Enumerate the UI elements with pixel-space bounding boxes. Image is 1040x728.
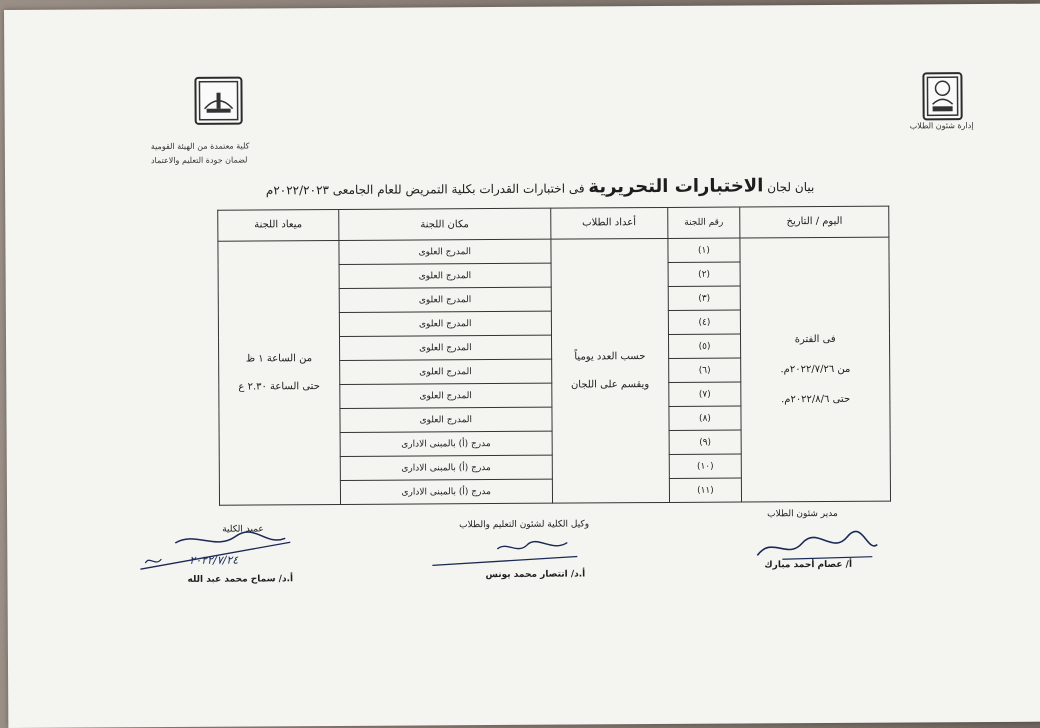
committee-number: (٧) xyxy=(668,382,741,406)
committee-place: مدرج (أ) بالمبنى الادارى xyxy=(340,479,552,504)
committee-place: مدرج (أ) بالمبنى الادارى xyxy=(340,455,552,480)
committee-place: المدرج العلوى xyxy=(339,311,551,336)
title-part-1: بيان لجان xyxy=(767,180,815,195)
committee-number: (٥) xyxy=(668,334,741,358)
students-count-cell xyxy=(551,238,669,503)
students-affairs-label: إدارة شئون الطلاب xyxy=(909,121,974,131)
header-time: ميعاد اللجنة xyxy=(218,209,339,241)
committee-number: (٩) xyxy=(669,430,742,454)
dean-signature-date: ٢٠٢٢/٧/٢٤ xyxy=(189,553,239,567)
time-line2: حتى الساعة ٢.٣٠ ع xyxy=(238,380,320,393)
committee-place: المدرج العلوى xyxy=(339,287,551,312)
dean-signature xyxy=(135,526,295,575)
committee-number: (٢) xyxy=(668,262,741,286)
table-header-row xyxy=(218,206,889,241)
dean-name: أ.د/ سماح محمد عبد الله xyxy=(187,574,294,585)
committee-number: (١٠) xyxy=(669,454,742,478)
accreditation-line-1: كلية معتمدة من الهيئة القومية xyxy=(150,141,250,152)
committee-place: المدرج العلوى xyxy=(339,263,551,288)
date-range-cell xyxy=(740,237,890,502)
committee-number: (٦) xyxy=(668,358,741,382)
students-affairs-manager-title: مدير شئون الطلاب xyxy=(767,508,838,520)
manager-signature xyxy=(752,525,882,566)
table-row xyxy=(218,237,889,265)
committee-place: مدرج (أ) بالمبنى الادارى xyxy=(340,431,552,456)
committee-number: (٨) xyxy=(669,406,742,430)
vice-dean-name: أ.د/ انتصار محمد يونس xyxy=(485,569,586,581)
header-committee-no: رقم اللجنة xyxy=(667,207,740,238)
document-title xyxy=(235,175,845,200)
students-count-line1: حسب العدد يومياً xyxy=(574,350,646,363)
header-place: مكان اللجنة xyxy=(338,208,550,240)
university-logo xyxy=(922,72,962,120)
university-emblem-icon xyxy=(924,74,960,118)
time-cell xyxy=(218,240,340,505)
committee-place: المدرج العلوى xyxy=(339,335,551,360)
committee-number: (١١) xyxy=(669,478,742,502)
dean-title: عميد الكلية xyxy=(222,524,264,535)
faculty-emblem-icon xyxy=(196,79,240,123)
students-affairs-manager-name: أ/ عصام أحمد مبارك xyxy=(764,559,853,571)
committee-place: المدرج العلوى xyxy=(340,407,552,432)
committee-place: المدرج العلوى xyxy=(339,239,551,264)
header-date: اليوم / التاريخ xyxy=(740,206,889,238)
vice-dean-title: وكيل الكلية لشئون التعليم والطلاب xyxy=(459,519,590,531)
committee-number: (١) xyxy=(667,238,740,262)
committee-place: المدرج العلوى xyxy=(339,359,551,384)
date-range-line3: حتى ٢٠٢٢/٨/٦م. xyxy=(781,393,851,405)
committee-place: المدرج العلوى xyxy=(339,383,551,408)
date-range-line2: من ٢٠٢٢/٧/٢٦م. xyxy=(780,363,851,375)
accreditation-line-2: لضمان جودة التعليم والاعتماد xyxy=(150,155,248,166)
committee-number: (٣) xyxy=(668,286,741,310)
vice-dean-signature xyxy=(427,534,587,571)
header-students-count: أعداد الطلاب xyxy=(551,207,668,239)
time-line1: من الساعة ١ ظ xyxy=(245,352,313,365)
table-body xyxy=(218,237,891,505)
date-range-line1: فى الفترة xyxy=(794,333,836,345)
faculty-logo xyxy=(194,77,242,125)
document-page xyxy=(4,4,1040,728)
title-part-3: فى اختبارات القدرات بكلية التمريض للعام الجامعى ٢٠٢٢/٢٠٢٣م xyxy=(265,181,585,198)
title-part-2: الاختبارات التحريرية xyxy=(588,175,764,198)
committee-number: (٤) xyxy=(668,310,741,334)
students-count-line2: ويقسم على اللجان xyxy=(570,378,650,391)
committees-table xyxy=(217,206,891,506)
